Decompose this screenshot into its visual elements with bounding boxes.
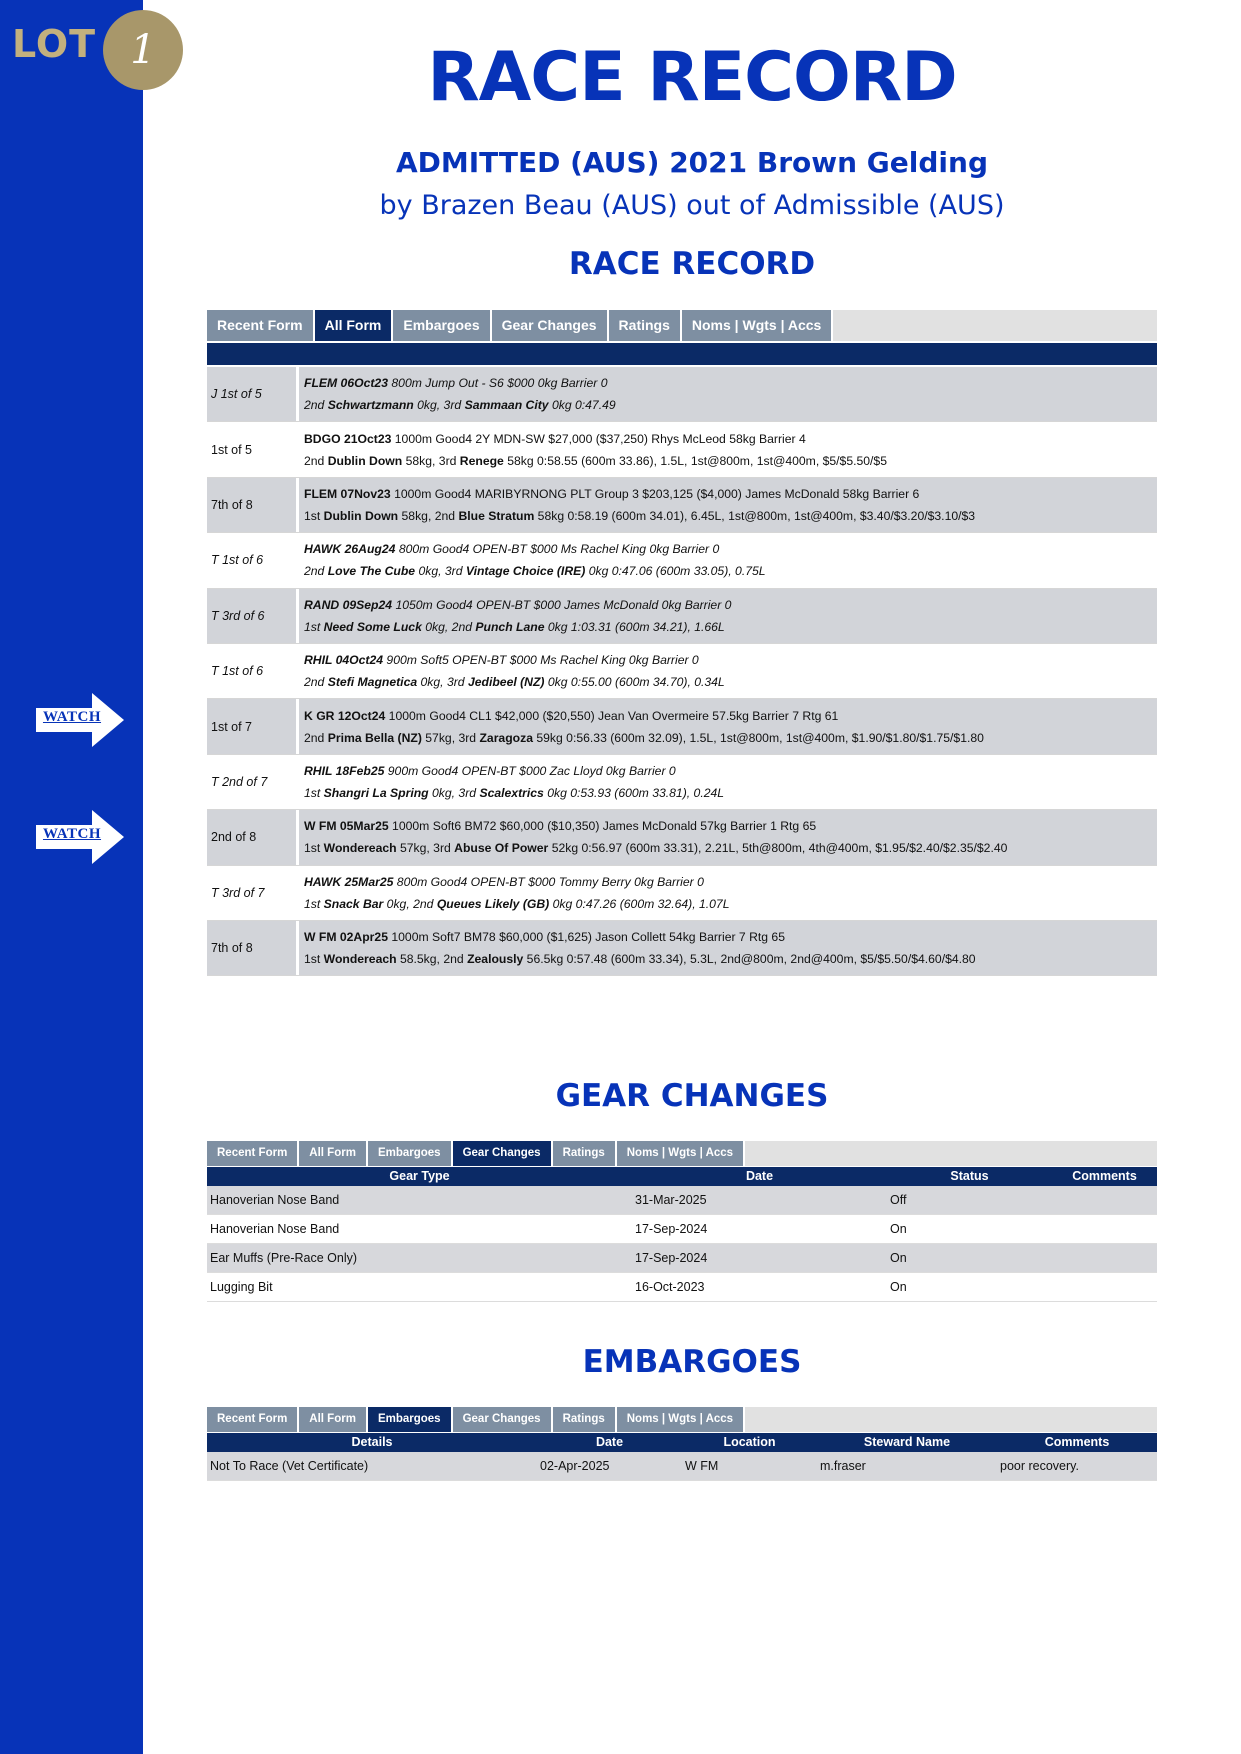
text-segment: 1050m Good4 OPEN-BT $000 James McDonald 0kg Barrier 0 bbox=[392, 597, 732, 612]
form-row bbox=[207, 478, 1157, 533]
race-summary bbox=[304, 760, 1157, 782]
form-row bbox=[207, 367, 1157, 422]
bold-text: Wondereach bbox=[323, 952, 397, 967]
form-row bbox=[207, 866, 1157, 921]
finish-position: T 1st of 6 bbox=[207, 533, 299, 587]
tab-embargoes[interactable]: Embargoes bbox=[368, 1407, 453, 1432]
table-header bbox=[207, 1167, 1157, 1186]
race-result bbox=[304, 837, 1157, 859]
pedigree-line: by Brazen Beau (AUS) out of Admissible (AUS) bbox=[379, 190, 1005, 221]
race-detail bbox=[299, 367, 1157, 421]
race-record-table bbox=[207, 367, 1157, 976]
gear-changes-tabs bbox=[207, 1141, 1157, 1166]
lot-number-badge: 1 bbox=[103, 10, 183, 90]
text-segment: 0kg 0:55.00 (600m 34.70), 0.34L bbox=[544, 675, 725, 690]
watch-label: WATCH bbox=[42, 709, 102, 725]
text-segment: 2nd bbox=[304, 730, 328, 745]
column-header: Comments bbox=[1072, 1169, 1137, 1183]
bold-text: Dublin Down bbox=[323, 508, 399, 523]
race-summary bbox=[304, 649, 1157, 671]
text-segment: 58kg, 3rd bbox=[402, 453, 460, 468]
tab-ratings[interactable]: Ratings bbox=[553, 1141, 617, 1166]
finish-position: 2nd of 8 bbox=[207, 810, 299, 864]
race-summary bbox=[304, 594, 1157, 616]
tab-recent-form[interactable]: Recent Form bbox=[207, 310, 315, 341]
tab-noms-wgts-accs[interactable]: Noms | Wgts | Accs bbox=[682, 310, 833, 341]
form-row bbox=[207, 533, 1157, 588]
text-segment: 1st bbox=[304, 952, 324, 967]
race-detail bbox=[299, 589, 1157, 643]
table-cell: poor recovery. bbox=[1000, 1459, 1079, 1473]
text-segment: 2nd bbox=[304, 453, 328, 468]
text-segment: 2nd bbox=[304, 398, 328, 413]
table-cell: On bbox=[890, 1280, 907, 1294]
table-cell bbox=[1052, 1186, 1157, 1214]
race-detail bbox=[299, 699, 1157, 753]
column-header: Details bbox=[351, 1435, 393, 1449]
bold-text: RAND 09Sep24 bbox=[304, 597, 393, 612]
finish-position: 7th of 8 bbox=[207, 921, 299, 975]
table-cell: m.fraser bbox=[820, 1459, 866, 1473]
finish-position: T 1st of 6 bbox=[207, 644, 299, 698]
text-segment: 58kg 0:58.55 (600m 33.86), 1.5L, 1st@800m, 1st@400m, $5/$5.50/$5 bbox=[503, 453, 887, 468]
bold-text: Zealously bbox=[467, 952, 524, 967]
text-segment: 58.5kg, 2nd bbox=[396, 952, 468, 967]
race-detail bbox=[299, 755, 1157, 809]
race-summary bbox=[304, 428, 1157, 450]
form-row bbox=[207, 810, 1157, 865]
text-segment: 1000m Good4 MARIBYRNONG PLT Group 3 $203,125 ($4,000) James McDonald 58kg Barrier 6 bbox=[390, 486, 920, 501]
table-cell bbox=[1052, 1273, 1157, 1301]
race-detail bbox=[299, 866, 1157, 920]
text-segment: 1000m Soft7 BM78 $60,000 ($1,625) Jason Collett 54kg Barrier 7 Rtg 65 bbox=[387, 930, 785, 945]
race-result bbox=[304, 727, 1157, 749]
form-row bbox=[207, 755, 1157, 810]
tab-embargoes[interactable]: Embargoes bbox=[393, 310, 491, 341]
table-cell: 17-Sep-2024 bbox=[635, 1222, 708, 1236]
table-cell: 02-Apr-2025 bbox=[540, 1459, 610, 1473]
bold-text: HAWK 25Mar25 bbox=[304, 874, 394, 889]
text-segment: 800m Good4 OPEN-BT $000 Tommy Berry 0kg Barrier 0 bbox=[393, 874, 704, 889]
text-segment: 57kg, 3rd bbox=[396, 841, 455, 856]
page-title: RACE RECORD bbox=[427, 38, 957, 117]
table-cell: Hanoverian Nose Band bbox=[210, 1193, 340, 1207]
table-row bbox=[207, 1452, 1157, 1481]
text-segment: 800m Jump Out - S6 $000 0kg Barrier 0 bbox=[388, 376, 608, 391]
bold-text: Vintage Choice (IRE) bbox=[465, 564, 586, 579]
tab-ratings[interactable]: Ratings bbox=[609, 310, 682, 341]
race-result bbox=[304, 948, 1157, 970]
text-segment: 1000m Soft6 BM72 $60,000 ($10,350) James McDonald 57kg Barrier 1 Rtg 65 bbox=[388, 819, 817, 834]
text-segment: 1st bbox=[304, 508, 324, 523]
bold-text: Snack Bar bbox=[323, 896, 384, 911]
column-header: Date bbox=[745, 1169, 774, 1183]
table-cell: Ear Muffs (Pre-Race Only) bbox=[210, 1251, 358, 1265]
tab-gear-changes[interactable]: Gear Changes bbox=[492, 310, 609, 341]
bold-text: RHIL 18Feb25 bbox=[304, 763, 385, 778]
text-segment: 0kg, 3rd bbox=[428, 785, 480, 800]
tab-gear-changes[interactable]: Gear Changes bbox=[453, 1407, 553, 1432]
race-result bbox=[304, 893, 1157, 915]
bold-text: Punch Lane bbox=[475, 619, 545, 634]
text-segment: 0kg 1:03.31 (600m 34.21), 1.66L bbox=[544, 619, 725, 634]
text-segment: 1st bbox=[304, 841, 324, 856]
bold-text: K GR 12Oct24 bbox=[304, 708, 386, 723]
embargoes-tabs bbox=[207, 1407, 1157, 1432]
table-cell: Not To Race (Vet Certificate) bbox=[210, 1459, 369, 1473]
text-segment: 0kg, 3rd bbox=[417, 675, 468, 690]
text-segment: 52kg 0:56.97 (600m 33.31), 2.21L, 5th@800m, 4th@400m, $1.95/$2.40/$2.35/$2.40 bbox=[548, 841, 1008, 856]
table-cell: 17-Sep-2024 bbox=[635, 1251, 708, 1265]
column-header: Steward Name bbox=[863, 1435, 951, 1449]
race-summary bbox=[304, 815, 1157, 837]
text-segment: 56.5kg 0:57.48 (600m 33.34), 5.3L, 2nd@800m, 2nd@400m, $5/$5.50/$4.60/$4.80 bbox=[523, 952, 976, 967]
horse-title: ADMITTED (AUS) 2021 Brown Gelding bbox=[395, 146, 988, 179]
finish-position: 7th of 8 bbox=[207, 478, 299, 532]
race-result bbox=[304, 671, 1157, 693]
race-detail bbox=[299, 644, 1157, 698]
bold-text: Wondereach bbox=[323, 841, 397, 856]
text-segment: 900m Soft5 OPEN-BT $000 Ms Rachel King 0kg Barrier 0 bbox=[383, 653, 699, 668]
form-row bbox=[207, 699, 1157, 754]
text-segment: 58kg, 2nd bbox=[398, 508, 459, 523]
race-summary bbox=[304, 372, 1157, 394]
race-summary bbox=[304, 871, 1157, 893]
race-summary bbox=[304, 705, 1157, 727]
table-cell bbox=[1052, 1244, 1157, 1272]
form-row bbox=[207, 589, 1157, 644]
table-cell: W FM bbox=[685, 1459, 719, 1473]
table-cell: Lugging Bit bbox=[210, 1280, 273, 1294]
text-segment: 0kg 0:53.93 (600m 33.81), 0.24L bbox=[543, 785, 725, 800]
table-row bbox=[207, 1186, 1157, 1215]
table-row bbox=[207, 1273, 1157, 1302]
bold-text: Prima Bella (NZ) bbox=[327, 730, 422, 745]
race-detail bbox=[299, 810, 1157, 864]
tab-embargoes[interactable]: Embargoes bbox=[368, 1141, 453, 1166]
race-summary bbox=[304, 538, 1157, 560]
bold-text: Abuse Of Power bbox=[454, 841, 549, 856]
tab-recent-form[interactable]: Recent Form bbox=[207, 1407, 299, 1432]
watch-label: WATCH bbox=[42, 826, 102, 842]
race-result bbox=[304, 560, 1157, 582]
race-result bbox=[304, 505, 1157, 527]
table-header bbox=[207, 1433, 1157, 1452]
table-cell: Hanoverian Nose Band bbox=[210, 1222, 340, 1236]
race-record-tabs bbox=[207, 310, 1157, 341]
text-segment: 900m Good4 OPEN-BT $000 Zac Lloyd 0kg Barrier 0 bbox=[384, 763, 676, 778]
form-row bbox=[207, 644, 1157, 699]
bold-text: Jedibeel (NZ) bbox=[467, 675, 545, 690]
bold-text: Blue Stratum bbox=[458, 508, 535, 523]
text-segment: 0kg, 2nd bbox=[383, 896, 437, 911]
table-cell: 16-Oct-2023 bbox=[635, 1280, 705, 1294]
embargoes-heading: EMBARGOES bbox=[582, 1344, 802, 1380]
table-row bbox=[207, 1215, 1157, 1244]
text-segment: 800m Good4 OPEN-BT $000 Ms Rachel King 0kg Barrier 0 bbox=[395, 542, 720, 557]
race-detail bbox=[299, 533, 1157, 587]
column-header: Location bbox=[723, 1435, 776, 1449]
race-result bbox=[304, 394, 1157, 416]
bold-text: FLEM 06Oct23 bbox=[304, 376, 388, 391]
bold-text: W FM 02Apr25 bbox=[304, 930, 388, 945]
tab-recent-form[interactable]: Recent Form bbox=[207, 1141, 299, 1166]
text-segment: 2nd bbox=[304, 675, 328, 690]
text-segment: 1st bbox=[304, 896, 324, 911]
bold-text: FLEM 07Nov23 bbox=[304, 486, 391, 501]
form-row bbox=[207, 921, 1157, 976]
tab-all-form[interactable]: All Form bbox=[299, 1141, 368, 1166]
race-result bbox=[304, 782, 1157, 804]
watch-button[interactable] bbox=[36, 810, 126, 864]
race-record-heading: RACE RECORD bbox=[568, 246, 816, 282]
tab-gear-changes[interactable]: Gear Changes bbox=[453, 1141, 553, 1166]
bold-text: Love The Cube bbox=[327, 564, 416, 579]
text-segment: 59kg 0:56.33 (600m 32.09), 1.5L, 1st@800m, 1st@400m, $1.90/$1.80/$1.75/$1.80 bbox=[532, 730, 984, 745]
bold-text: Stefi Magnetica bbox=[327, 675, 418, 690]
bold-text: HAWK 26Aug24 bbox=[304, 542, 396, 557]
text-segment: 0kg 0:47.49 bbox=[548, 398, 616, 413]
text-segment: 1000m Good4 CL1 $42,000 ($20,550) Jean Van Overmeire 57.5kg Barrier 7 Rtg 61 bbox=[385, 708, 839, 723]
tab-ratings[interactable]: Ratings bbox=[553, 1407, 617, 1432]
race-record-header-bar bbox=[207, 343, 1157, 365]
text-segment: 57kg, 3rd bbox=[421, 730, 480, 745]
tab-all-form[interactable]: All Form bbox=[299, 1407, 368, 1432]
table-cell: On bbox=[890, 1251, 907, 1265]
text-segment: 1st bbox=[304, 619, 324, 634]
table-cell: Off bbox=[890, 1193, 907, 1207]
table-cell bbox=[1052, 1215, 1157, 1243]
gear-changes-table bbox=[207, 1167, 1157, 1302]
bold-text: Scalextrics bbox=[479, 785, 544, 800]
text-segment: 1000m Good4 2Y MDN-SW $27,000 ($37,250) Rhys McLeod 58kg Barrier 4 bbox=[391, 431, 806, 446]
text-segment: 2nd bbox=[304, 564, 328, 579]
tab-noms-wgts-accs[interactable]: Noms | Wgts | Accs bbox=[617, 1141, 745, 1166]
bold-text: Dublin Down bbox=[327, 453, 403, 468]
column-header: Gear Type bbox=[389, 1169, 450, 1183]
finish-position: 1st of 7 bbox=[207, 699, 299, 753]
sidebar bbox=[0, 0, 156, 1754]
text-segment: 0kg, 2nd bbox=[421, 619, 476, 634]
finish-position: T 3rd of 7 bbox=[207, 866, 299, 920]
form-row bbox=[207, 422, 1157, 477]
lot-label: LOT bbox=[12, 22, 97, 66]
bold-text: Renege bbox=[459, 453, 504, 468]
text-segment: 58kg 0:58.19 (600m 34.01), 6.45L, 1st@800m, 1st@400m, $3.40/$3.20/$3.10/$3 bbox=[534, 508, 976, 523]
race-result bbox=[304, 450, 1157, 472]
finish-position: T 3rd of 6 bbox=[207, 589, 299, 643]
tab-all-form[interactable]: All Form bbox=[315, 310, 394, 341]
bold-text: Need Some Luck bbox=[323, 619, 422, 634]
finish-position: T 2nd of 7 bbox=[207, 755, 299, 809]
race-detail bbox=[299, 921, 1157, 975]
bold-text: Queues Likely (GB) bbox=[436, 896, 550, 911]
finish-position: 1st of 5 bbox=[207, 422, 299, 476]
bold-text: Shangri La Spring bbox=[323, 785, 429, 800]
bold-text: Zaragoza bbox=[479, 730, 533, 745]
text-segment: 1st bbox=[304, 785, 324, 800]
text-segment: 0kg, 3rd bbox=[415, 564, 466, 579]
tab-noms-wgts-accs[interactable]: Noms | Wgts | Accs bbox=[617, 1407, 745, 1432]
table-cell: On bbox=[890, 1222, 907, 1236]
watch-button[interactable] bbox=[36, 693, 126, 747]
race-detail bbox=[299, 478, 1157, 532]
bold-text: W FM 05Mar25 bbox=[304, 819, 389, 834]
text-segment: 0kg, 3rd bbox=[413, 398, 465, 413]
race-summary bbox=[304, 926, 1157, 948]
table-cell: 31-Mar-2025 bbox=[635, 1193, 707, 1207]
race-summary bbox=[304, 483, 1157, 505]
column-header: Comments bbox=[1044, 1435, 1110, 1449]
table-row bbox=[207, 1244, 1157, 1273]
finish-position: J 1st of 5 bbox=[207, 367, 299, 421]
bold-text: RHIL 04Oct24 bbox=[304, 653, 384, 668]
bold-text: Sammaan City bbox=[464, 398, 549, 413]
column-header: Date bbox=[595, 1435, 624, 1449]
column-header: Status bbox=[950, 1169, 989, 1183]
race-detail bbox=[299, 422, 1157, 476]
text-segment: 0kg 0:47.06 (600m 33.05), 0.75L bbox=[585, 564, 766, 579]
embargoes-table bbox=[207, 1433, 1157, 1481]
gear-changes-heading: GEAR CHANGES bbox=[555, 1078, 829, 1114]
bold-text: Schwartzmann bbox=[327, 398, 414, 413]
text-segment: 0kg 0:47.26 (600m 32.64), 1.07L bbox=[549, 896, 730, 911]
bold-text: BDGO 21Oct23 bbox=[304, 431, 392, 446]
race-result bbox=[304, 616, 1157, 638]
